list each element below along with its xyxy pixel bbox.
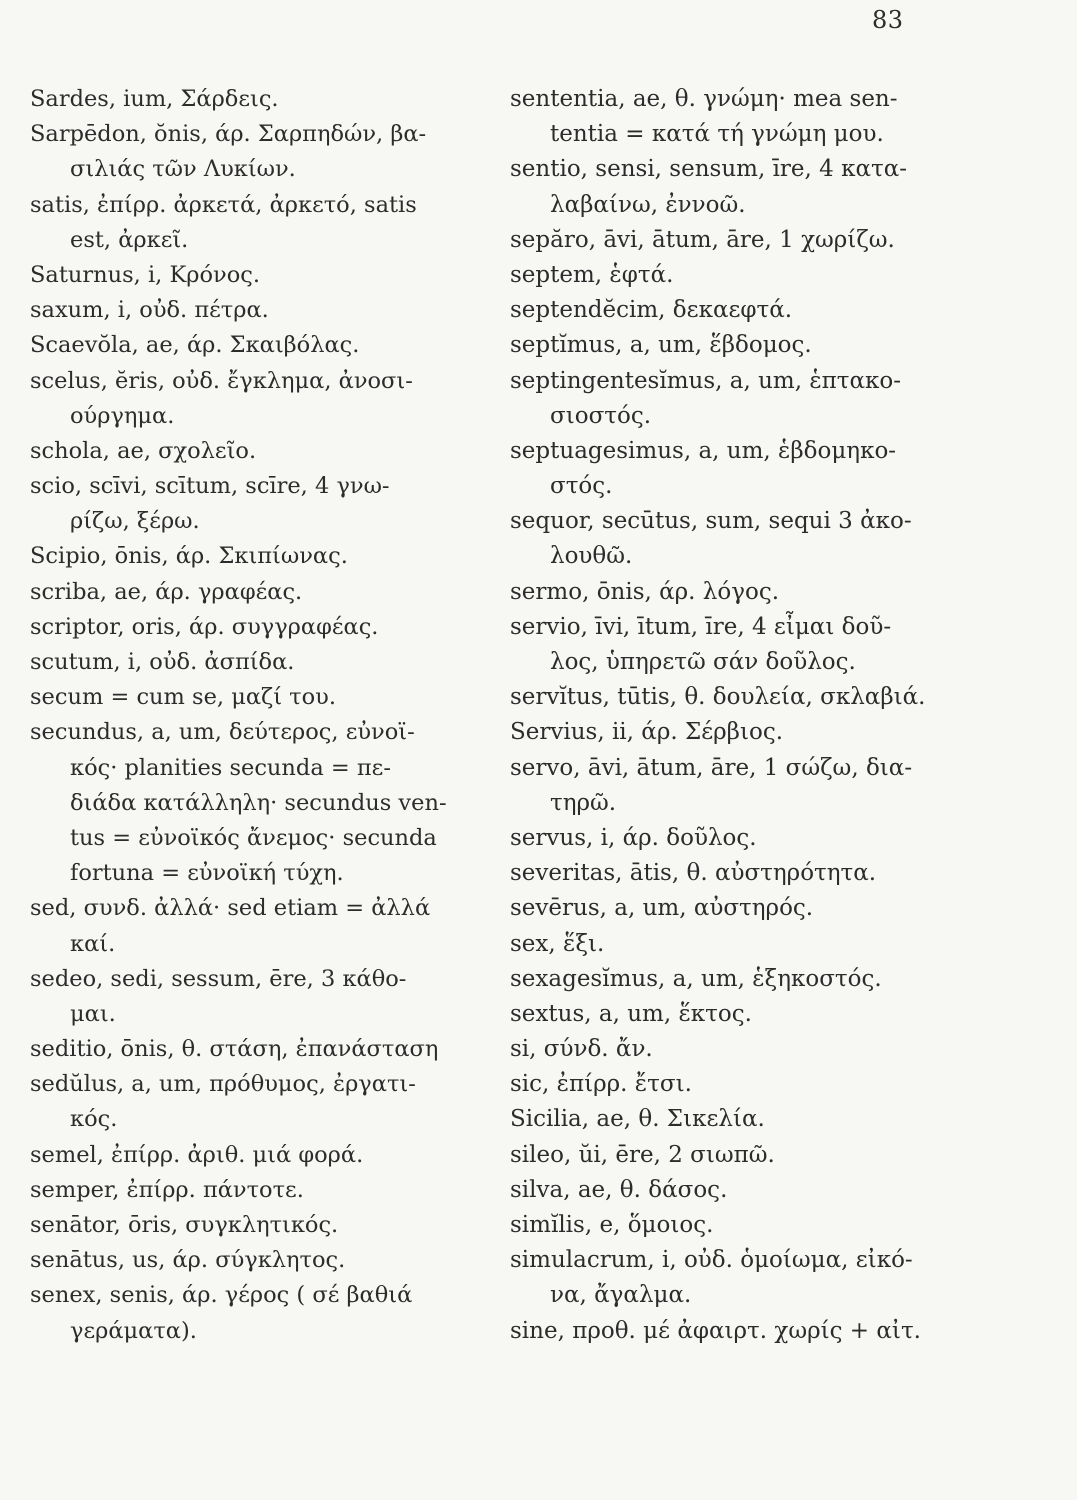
- dictionary-entry-line: secum = cum se, μαζί του.: [30, 684, 337, 711]
- dictionary-entry-line: sine, προθ. μέ ἀφαιρτ. χωρίς + αἰτ.: [510, 1317, 921, 1344]
- dictionary-entry-continuation: σιλιάς τῶν Λυκίων.: [70, 156, 296, 183]
- dictionary-entry-line: Saturnus, i, Κρόνος.: [30, 261, 261, 288]
- dictionary-entry-continuation: λος, ὑπηρετῶ σάν δοῦλος.: [550, 649, 856, 675]
- dictionary-entry-continuation: κός.: [70, 1106, 118, 1133]
- dictionary-entry-line: sexagesĭmus, a, um, ἑξηκοστός.: [510, 965, 882, 992]
- dictionary-entry-line: senātus, us, άρ. σύγκλητος.: [30, 1247, 346, 1274]
- dictionary-entry-line: sequor, secūtus, sum, sequi 3 ἀκο-: [510, 508, 912, 535]
- right-column: [510, 82, 977, 1349]
- dictionary-entry-line: sentio, sensi, sensum, īre, 4 κατα-: [510, 156, 908, 183]
- dictionary-entry-line: Sicilia, ae, θ. Σικελία.: [510, 1106, 765, 1133]
- dictionary-entry-continuation: τηρῶ.: [550, 789, 617, 816]
- dictionary-entry-line: servo, āvi, ātum, āre, 1 σώζω, δια-: [510, 754, 913, 781]
- dictionary-entry-line: sedeo, sedi, sessum, ēre, 3 κάθο-: [30, 965, 407, 992]
- dictionary-entry-continuation: μαι.: [70, 1000, 116, 1027]
- dictionary-entry-line: simĭlis, e, ὅμοιος.: [510, 1212, 714, 1238]
- dictionary-entry-line: senātor, ōris, συγκλητικός.: [30, 1212, 339, 1238]
- dictionary-entry-line: senex, senis, άρ. γέρος ( σέ βαθιά: [30, 1282, 413, 1309]
- dictionary-entry-line: servio, īvi, ītum, īre, 4 εἶμαι δοῦ-: [510, 613, 892, 640]
- dictionary-entry-line: severitas, ātis, θ. αὐστηρότητα.: [510, 860, 877, 887]
- dictionary-entry-line: scriba, ae, άρ. γραφέας.: [30, 578, 303, 605]
- dictionary-entry-line: septendĕcim, δεκαεφτά.: [510, 297, 793, 324]
- dictionary-entry-line: Sarpēdon, ŏnis, άρ. Σαρπηδών, βα-: [30, 121, 427, 148]
- dictionary-entry-line: sic, ἐπίρρ. ἔτσι.: [510, 1071, 692, 1098]
- dictionary-entry-continuation: ούργημα.: [70, 402, 175, 429]
- dictionary-entry-continuation: στός.: [550, 473, 613, 500]
- page-number: 83: [872, 6, 904, 34]
- dictionary-entry-continuation: λαβαίνω, ἐννοῶ.: [550, 191, 746, 218]
- dictionary-entry-line: sententia, ae, θ. γνώμη· mea sen-: [510, 86, 898, 112]
- dictionary-entry-continuation: κός· planities secunda = πε-: [70, 754, 391, 781]
- dictionary-entry-continuation: να, ἄγαλμα.: [550, 1282, 692, 1309]
- dictionary-entry-line: schola, ae, σχολεῖο.: [30, 437, 257, 464]
- dictionary-entry-line: semel, ἐπίρρ. ἀριθ. μιά φορά.: [30, 1141, 364, 1168]
- dictionary-entry-line: sileo, ŭi, ēre, 2 σιωπῶ.: [510, 1141, 775, 1168]
- dictionary-entry-line: secundus, a, um, δεύτερος, εὐνοϊ-: [30, 719, 415, 746]
- dictionary-entry-line: sex, ἕξι.: [510, 930, 605, 957]
- dictionary-entry-continuation: tentia = κατά τή γνώμη μου.: [550, 121, 884, 148]
- dictionary-entry-line: saxum, i, οὐδ. πέτρα.: [30, 297, 269, 324]
- dictionary-entry-line: Scipio, ōnis, άρ. Σκιπίωνας.: [30, 543, 348, 570]
- dictionary-entry-line: septem, ἑφτά.: [510, 261, 674, 288]
- dictionary-entry-line: simulacrum, i, οὐδ. ὁμοίωμα, εἰκό-: [510, 1247, 913, 1274]
- dictionary-entry-line: Scaevŏla, ae, άρ. Σκαιβόλας.: [30, 332, 360, 359]
- dictionary-entry-line: sextus, a, um, ἕκτος.: [510, 1000, 752, 1027]
- dictionary-entry-continuation: γεράματα).: [70, 1317, 197, 1344]
- dictionary-entry-line: seditio, ōnis, θ. στάση, ἐπανάσταση: [30, 1036, 439, 1063]
- dictionary-entry-line: sed, συνδ. ἀλλά· sed etiam = ἀλλά: [30, 895, 431, 922]
- dictionary-entry-continuation: tus = εὐνοϊκός ἄνεμος· secunda: [70, 824, 437, 851]
- dictionary-entry-line: servus, i, άρ. δοῦλος.: [510, 824, 757, 851]
- dictionary-entry-continuation: σιοστός.: [550, 402, 652, 429]
- dictionary-entry-line: Sardes, ium, Σάρδεις.: [30, 86, 279, 112]
- dictionary-entry-continuation: fortuna = εὐνοϊκή τύχη.: [70, 860, 344, 887]
- dictionary-entry-continuation: ρίζω, ξέρω.: [70, 508, 200, 535]
- dictionary-entry-line: septuagesimus, a, um, ἑβδομηκο-: [510, 437, 897, 464]
- dictionary-entry-continuation: λουθῶ.: [550, 543, 633, 570]
- dictionary-entry-line: sepăro, āvi, ātum, āre, 1 χωρίζω.: [510, 226, 895, 253]
- dictionary-entry-line: septĭmus, a, um, ἕβδομος.: [510, 332, 812, 359]
- dictionary-entry-line: silva, ae, θ. δάσος.: [510, 1176, 728, 1203]
- dictionary-entry-line: satis, ἐπίρρ. ἀρκετά, ἀρκετό, satis: [30, 191, 417, 218]
- dictionary-entry-line: Servius, ii, άρ. Σέρβιος.: [510, 719, 784, 746]
- left-column: [30, 82, 500, 1349]
- dictionary-entry-line: scelus, ĕris, οὐδ. ἔγκλημα, ἀνοσι-: [30, 367, 413, 394]
- dictionary-entry-continuation: καί.: [70, 930, 116, 957]
- dictionary-entry-line: sedŭlus, a, um, πρόθυμος, ἐργατι-: [30, 1071, 416, 1098]
- dictionary-entry-line: scutum, i, οὐδ. ἀσπίδα.: [30, 649, 295, 675]
- dictionary-entry-line: si, σύνδ. ἄν.: [510, 1036, 653, 1063]
- dictionary-entry-line: scio, scīvi, scītum, scīre, 4 γνω-: [30, 473, 390, 500]
- dictionary-entry-line: scriptor, oris, άρ. συγγραφέας.: [30, 613, 379, 640]
- dictionary-entry-line: sermo, ōnis, άρ. λόγος.: [510, 578, 780, 605]
- dictionary-entry-line: septingentesĭmus, a, um, ἑπτακο-: [510, 367, 902, 394]
- dictionary-entry-line: sevērus, a, um, αὐστηρός.: [510, 895, 814, 922]
- dictionary-entry-line: servĭtus, tūtis, θ. δουλεία, σκλαβιά.: [510, 684, 926, 711]
- dictionary-entry-continuation: διάδα κατάλληλη· secundus ven-: [70, 789, 447, 816]
- dictionary-entry-line: semper, ἐπίρρ. πάντοτε.: [30, 1176, 304, 1203]
- dictionary-entry-continuation: est, ἀρκεῖ.: [70, 226, 189, 253]
